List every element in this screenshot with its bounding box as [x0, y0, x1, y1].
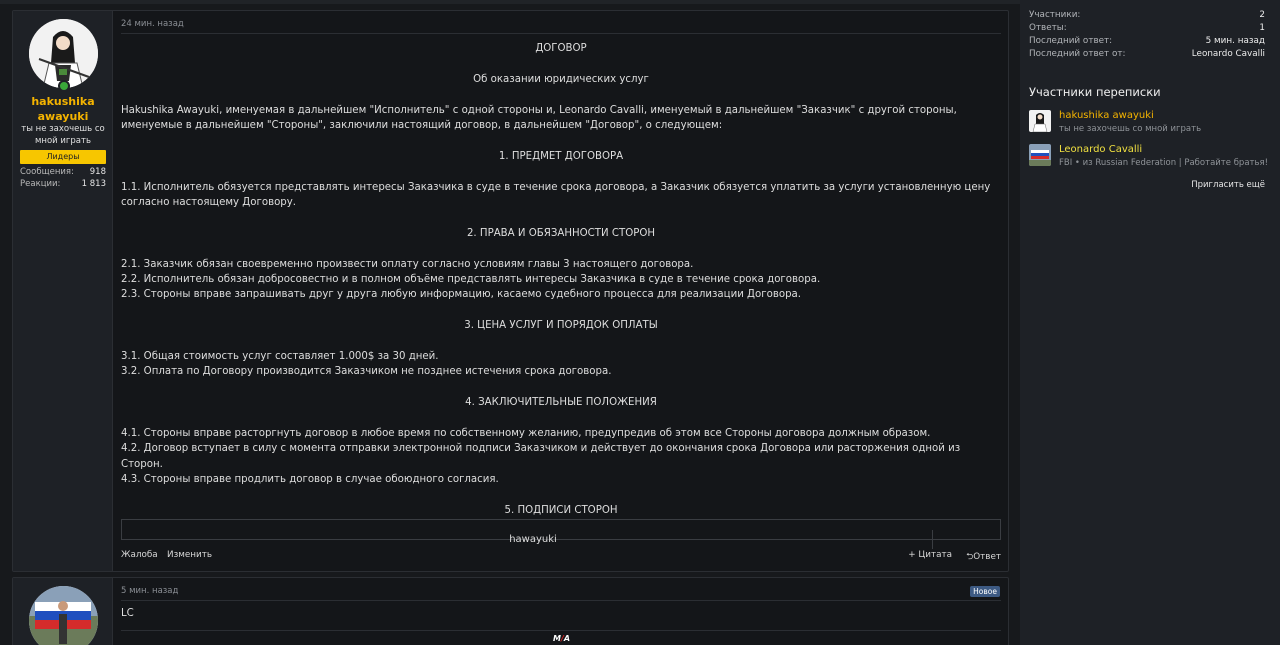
- avatar-image: [29, 19, 98, 88]
- section-heading: 2. ПРАВА И ОБЯЗАННОСТИ СТОРОН: [466, 227, 656, 239]
- post-user-cell: [13, 11, 113, 571]
- avatar[interactable]: [29, 19, 98, 88]
- paragraph: 3.1. Общая стоимость услуг составляет 1.000$ за 30 дней.: [121, 351, 439, 362]
- participant-avatar[interactable]: [1029, 144, 1051, 166]
- info-value: 2: [1259, 10, 1265, 20]
- info-label: Ответы:: [1029, 23, 1067, 33]
- info-value[interactable]: 5 мин. назад: [1205, 36, 1265, 46]
- participant-item[interactable]: [1029, 110, 1269, 136]
- avatar-image: [1029, 110, 1051, 132]
- quote-label: Цитата: [918, 550, 952, 560]
- blank-line: [121, 241, 1001, 256]
- post-actions: [121, 550, 1001, 564]
- avatar[interactable]: [29, 586, 98, 645]
- blank-line: [121, 303, 1001, 318]
- participants-title: Участники переписки: [1029, 85, 1161, 99]
- paragraph: 2.3. Стороны вправе запрашивать друг у друга любую информацию, касаемо судебного процесса для реализации Договора.: [121, 289, 802, 301]
- paragraph: 3.2. Оплата по Договору производится Заказчиком не позднее истечения срока договора.: [121, 366, 612, 378]
- signature-divider: [121, 630, 1001, 631]
- post-date[interactable]: 24 мин. назад: [121, 19, 184, 29]
- signature-table: [121, 519, 1001, 545]
- stat-messages: [20, 166, 106, 178]
- message-body: [121, 41, 1001, 518]
- online-status-icon: [58, 80, 70, 92]
- participant-name[interactable]: hakushika awayuki: [1059, 110, 1154, 121]
- logo-right: A: [563, 634, 571, 643]
- logo-left: M: [553, 634, 561, 643]
- invite-more-link[interactable]: Пригласить ещё: [1191, 180, 1265, 190]
- report-link[interactable]: Жалоба: [121, 550, 158, 560]
- blank-line: [121, 133, 1001, 148]
- signature-cell: hawayuki: [134, 530, 933, 549]
- stat-value: 918: [89, 167, 106, 177]
- participant-item[interactable]: [1029, 144, 1269, 170]
- participant-avatar[interactable]: [1029, 110, 1051, 132]
- paragraph: 1.1. Исполнитель обязуется представлять интересы Заказчика в суде в течение срока договора, а Заказчик обязуется уплатить за услуги установленную цену согласно настоящему Договору.: [121, 181, 991, 208]
- new-badge: Новое: [970, 586, 1000, 597]
- blank-line: [121, 164, 1001, 179]
- paragraph: Hakushika Awayuki, именуемая в дальнейшем "Исполнитель" с одной стороны и, Leonardo Cavalli, именуемый в дальнейшем "Заказчик" с другой стороны, именуемые в дальнейшем "Стороны", заключили настоящий договор, в дальнейшем "Договор", о следующем:: [121, 104, 957, 131]
- post: [12, 10, 1009, 572]
- info-value: 1: [1259, 23, 1265, 33]
- info-last-reply: [1029, 35, 1265, 48]
- plus-icon: +: [908, 550, 919, 560]
- edit-link[interactable]: Изменить: [167, 550, 213, 560]
- blank-line: [121, 56, 1001, 71]
- blank-line: [121, 87, 1001, 102]
- user-title: [13, 123, 113, 147]
- paragraph: 2.1. Заказчик обязан своевременно произвести оплату согласно условиям главы 3 настоящего договора.: [121, 258, 694, 270]
- message-body: LC: [121, 608, 134, 619]
- reply-label: Ответ: [973, 552, 1001, 562]
- username-line1[interactable]: hakushika: [31, 95, 95, 108]
- post-user-cell: [13, 578, 113, 645]
- avatar-image: [29, 586, 98, 645]
- blank-line: [121, 411, 1001, 426]
- section-heading: 3. ЦЕНА УСЛУГ И ПОРЯДОК ОПЛАТЫ: [464, 320, 658, 332]
- signature-logo: [553, 634, 570, 643]
- divider: [121, 33, 1001, 34]
- user-title-line1: ты не захочешь со: [21, 124, 105, 134]
- blank-line: [121, 488, 1001, 503]
- section-heading: 5. ПОДПИСИ СТОРОН: [504, 505, 618, 517]
- stat-label: Реакции:: [20, 179, 61, 189]
- post-date[interactable]: 5 мин. назад: [121, 586, 179, 596]
- username[interactable]: [13, 94, 113, 124]
- blank-line: [121, 210, 1001, 225]
- section-heading: 1. ПРЕДМЕТ ДОГОВОРА: [498, 150, 624, 162]
- paragraph: 2.2. Исполнитель обязан добросовестно и в полном объёме представлять интересы Заказчика в суде в течение срока договора.: [121, 274, 821, 285]
- username-line2[interactable]: awayuki: [37, 110, 89, 123]
- participant-title: FBI • из Russian Federation | Работайте братья!: [1059, 158, 1269, 168]
- logo-mid: /: [560, 634, 564, 643]
- post: [12, 577, 1009, 645]
- section-heading: 4. ЗАКЛЮЧИТЕЛЬНЫЕ ПОЛОЖЕНИЯ: [465, 397, 657, 409]
- paragraph: 4.1. Стороны вправе расторгнуть договор в любое время по собственному желанию, предупредив об этом все Стороны договора должным образом.: [121, 428, 931, 439]
- participant-name[interactable]: Leonardo Cavalli: [1059, 144, 1143, 155]
- divider: [121, 600, 1001, 601]
- stat-reactions: [20, 178, 106, 190]
- info-label: Участники:: [1029, 10, 1081, 20]
- stat-label: Сообщения:: [20, 167, 74, 177]
- blank-line: [121, 334, 1001, 349]
- reply-icon: ⮌: [966, 552, 974, 562]
- info-label: Последний ответ:: [1029, 36, 1113, 46]
- paragraph: 4.3. Стороны вправе продлить договор в случае обоюдного согласия.: [121, 474, 499, 486]
- blank-line: [121, 380, 1001, 395]
- info-label: Последний ответ от:: [1029, 49, 1126, 59]
- info-participants: [1029, 9, 1265, 22]
- paragraph: 4.2. Договор вступает в силу с момента отправки электронной подписи Заказчиком и действует до окончания срока Договора или расторжения одной из Сторон.: [121, 443, 961, 470]
- info-replies: [1029, 22, 1265, 35]
- info-last-reply-by: [1029, 48, 1265, 61]
- reply-button[interactable]: [966, 550, 1001, 565]
- section-heading: ДОГОВОР: [535, 43, 587, 54]
- user-title-line2: мной играть: [35, 136, 91, 146]
- participant-title: ты не захочешь со мной играть: [1059, 124, 1202, 134]
- stat-value: 1 813: [81, 179, 106, 189]
- sidebar: [1020, 0, 1280, 645]
- section-heading: Об оказании юридических услуг: [473, 73, 649, 85]
- quote-button[interactable]: [908, 550, 952, 560]
- info-value[interactable]: Leonardo Cavalli: [1191, 49, 1265, 59]
- avatar-image: [1029, 144, 1051, 166]
- user-banner: Лидеры: [20, 150, 106, 164]
